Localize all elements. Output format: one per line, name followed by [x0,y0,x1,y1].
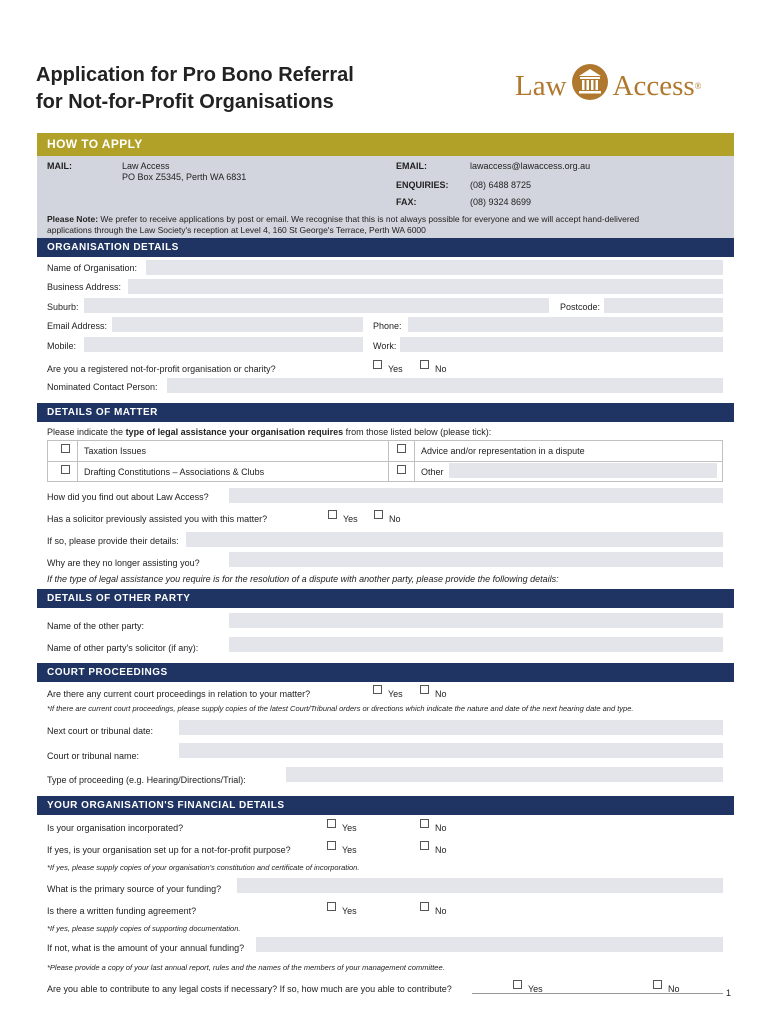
enquiries-label: ENQUIRIES: [396,180,449,190]
work-label: Work: [373,341,397,351]
business-address-label: Business Address: [47,282,122,292]
registered-yes-checkbox[interactable] [373,360,382,369]
title-line-1: Application for Pro Bono Referral [36,64,354,86]
proceedings-yes-checkbox[interactable] [373,685,382,694]
organisation-name-field[interactable] [146,260,723,275]
phone-field[interactable] [408,317,723,332]
note-bold: Please Note: [47,214,99,224]
other-party-solicitor-label: Name of other party's solicitor (if any): [47,643,199,653]
mail-line-2: PO Box Z5345, Perth WA 6831 [122,172,247,182]
postcode-label: Postcode: [560,302,601,312]
nfp-purpose-question: If yes, is your organisation set up for a not-for-profit purpose? [47,845,291,855]
no-longer-assisting-field[interactable] [229,552,723,567]
assistance-type-instruction [47,427,491,437]
title-line-2: for Not-for-Profit Organisations [36,91,334,113]
proceeding-type-field[interactable] [286,767,723,782]
funding-source-field[interactable] [237,878,723,893]
constitution-note: *If yes, please supply copies of your organisation's constitution and certificate of incorporation. [47,863,360,872]
contact-person-label: Nominated Contact Person: [47,382,158,392]
logo-text-access: Access [612,69,695,102]
other-label: Other [421,467,444,477]
incorporated-yes-label: Yes [342,823,357,833]
found-law-access-field[interactable] [229,488,723,503]
financial-details-heading: YOUR ORGANISATION'S FINANCIAL DETAILS [37,796,734,815]
instruction-bold: type of legal assistance your organisation requires [125,427,344,437]
business-address-field[interactable] [128,279,723,294]
contribute-yes-label: Yes [528,984,543,994]
mobile-label: Mobile: [47,341,77,351]
incorporated-yes-checkbox[interactable] [327,819,336,828]
note-text: We prefer to receive applications by post or email. We recognise that this is not always possible for everyone and we will accept hand-delivered [98,214,640,224]
table-divider-col-3 [414,441,415,481]
please-note [47,214,727,236]
courthouse-scales-icon [571,63,609,109]
email-address-field[interactable] [112,317,363,332]
registered-mark: ® [694,81,702,91]
suburb-field[interactable] [84,298,549,313]
supporting-docs-note: *If yes, please supply copies of supporting documentation. [47,924,241,933]
taxation-label: Taxation Issues [84,446,147,456]
court-name-field[interactable] [179,743,723,758]
court-orders-note: *If there are current court proceedings, please supply copies of the latest Court/Tribunal orders or directions which indicate the nature and date of the next hearing date and type. [47,704,634,713]
table-divider-col-2 [388,441,389,481]
previous-solicitor-yes-checkbox[interactable] [328,510,337,519]
agreement-yes-checkbox[interactable] [327,902,336,911]
current-proceedings-question: Are there any current court proceedings in relation to your matter? [47,689,311,699]
incorporated-no-checkbox[interactable] [420,819,429,828]
proceedings-no-label: No [435,689,447,699]
annual-funding-question: If not, what is the amount of your annual funding? [47,943,245,953]
fax-value: (08) 9324 8699 [470,197,532,207]
constitutions-checkbox[interactable] [61,465,70,474]
other-party-heading: DETAILS OF OTHER PARTY [37,589,734,608]
previous-solicitor-yes-label: Yes [343,514,358,524]
details-of-matter-heading: DETAILS OF MATTER [37,403,734,422]
email-value[interactable]: lawaccess@lawaccess.org.au [470,161,591,171]
law-access-logo [515,66,702,106]
solicitor-details-field[interactable] [186,532,723,547]
incorporated-question: Is your organisation incorporated? [47,823,184,833]
funding-agreement-question: Is there a written funding agreement? [47,906,197,916]
nfp-purpose-no-label: No [435,845,447,855]
next-court-date-label: Next court or tribunal date: [47,726,154,736]
instruction-pre: Please indicate the [47,427,126,437]
agreement-yes-label: Yes [342,906,357,916]
fax-label: FAX: [396,197,417,207]
annual-report-note: *Please provide a copy of your last annual report, rules and the names of the members of your management committee. [47,963,445,972]
organisation-name-label: Name of Organisation: [47,263,138,273]
dispute-advice-checkbox[interactable] [397,444,406,453]
page-number: 1 [726,988,732,998]
other-field[interactable] [449,463,717,478]
taxation-checkbox[interactable] [61,444,70,453]
funding-source-question: What is the primary source of your funding? [47,884,222,894]
table-divider-col-1 [77,441,78,481]
proceeding-type-label: Type of proceeding (e.g. Hearing/Directions/Trial): [47,775,246,785]
phone-label: Phone: [373,321,402,331]
next-court-date-field[interactable] [179,720,723,735]
proceedings-no-checkbox[interactable] [420,685,429,694]
contribute-underline [472,993,723,994]
proceedings-yes-label: Yes [388,689,403,699]
solicitor-details-question: If so, please provide their details: [47,536,179,546]
registered-no-checkbox[interactable] [420,360,429,369]
contribute-no-checkbox[interactable] [653,980,662,989]
note-line-2: applications through the Law Society's reception at Level 4, 160 St George's Terrace, Perth WA 6000 [47,225,426,235]
page-title [36,62,354,116]
incorporated-no-label: No [435,823,447,833]
suburb-label: Suburb: [47,302,79,312]
work-field[interactable] [400,337,723,352]
email-address-label: Email Address: [47,321,108,331]
registered-nfp-question: Are you a registered not-for-profit organisation or charity? [47,364,276,374]
how-to-apply-heading: HOW TO APPLY [37,133,734,156]
no-longer-assisting-question: Why are they no longer assisting you? [47,558,200,568]
constitutions-label: Drafting Constitutions – Associations & Clubs [84,467,265,477]
found-law-access-question: How did you find out about Law Access? [47,492,209,502]
nfp-purpose-no-checkbox[interactable] [420,841,429,850]
other-checkbox[interactable] [397,465,406,474]
court-proceedings-heading: COURT PROCEEDINGS [37,663,734,682]
organisation-details-heading: ORGANISATION DETAILS [37,238,734,257]
court-name-label: Court or tribunal name: [47,751,140,761]
contribute-no-label: No [668,984,680,994]
contribute-costs-question: Are you able to contribute to any legal costs if necessary? If so, how much are you able to contribute? [47,984,452,994]
logo-text-law: Law [515,69,567,102]
agreement-no-checkbox[interactable] [420,902,429,911]
other-party-solicitor-field[interactable] [229,637,723,652]
mail-line-1: Law Access [122,161,170,171]
agreement-no-label: No [435,906,447,916]
nfp-purpose-yes-label: Yes [342,845,357,855]
table-divider-row [48,461,722,462]
previous-solicitor-no-label: No [389,514,401,524]
contact-person-field[interactable] [167,378,723,393]
instruction-post: from those listed below (please tick): [343,427,492,437]
previous-solicitor-question: Has a solicitor previously assisted you with this matter? [47,514,268,524]
mobile-field[interactable] [84,337,363,352]
registered-yes-label: Yes [388,364,403,374]
registered-no-label: No [435,364,447,374]
dispute-advice-label: Advice and/or representation in a dispute [421,446,585,456]
contribute-yes-checkbox[interactable] [513,980,522,989]
annual-funding-field[interactable] [256,937,723,952]
other-party-name-label: Name of the other party: [47,621,145,631]
nfp-purpose-yes-checkbox[interactable] [327,841,336,850]
email-label: EMAIL: [396,161,427,171]
dispute-instruction: If the type of legal assistance you require is for the resolution of a dispute with another party, please provide the following details: [47,574,559,584]
postcode-field[interactable] [604,298,723,313]
previous-solicitor-no-checkbox[interactable] [374,510,383,519]
enquiries-value: (08) 6488 8725 [470,180,532,190]
other-party-name-field[interactable] [229,613,723,628]
mail-label: MAIL: [47,161,72,171]
